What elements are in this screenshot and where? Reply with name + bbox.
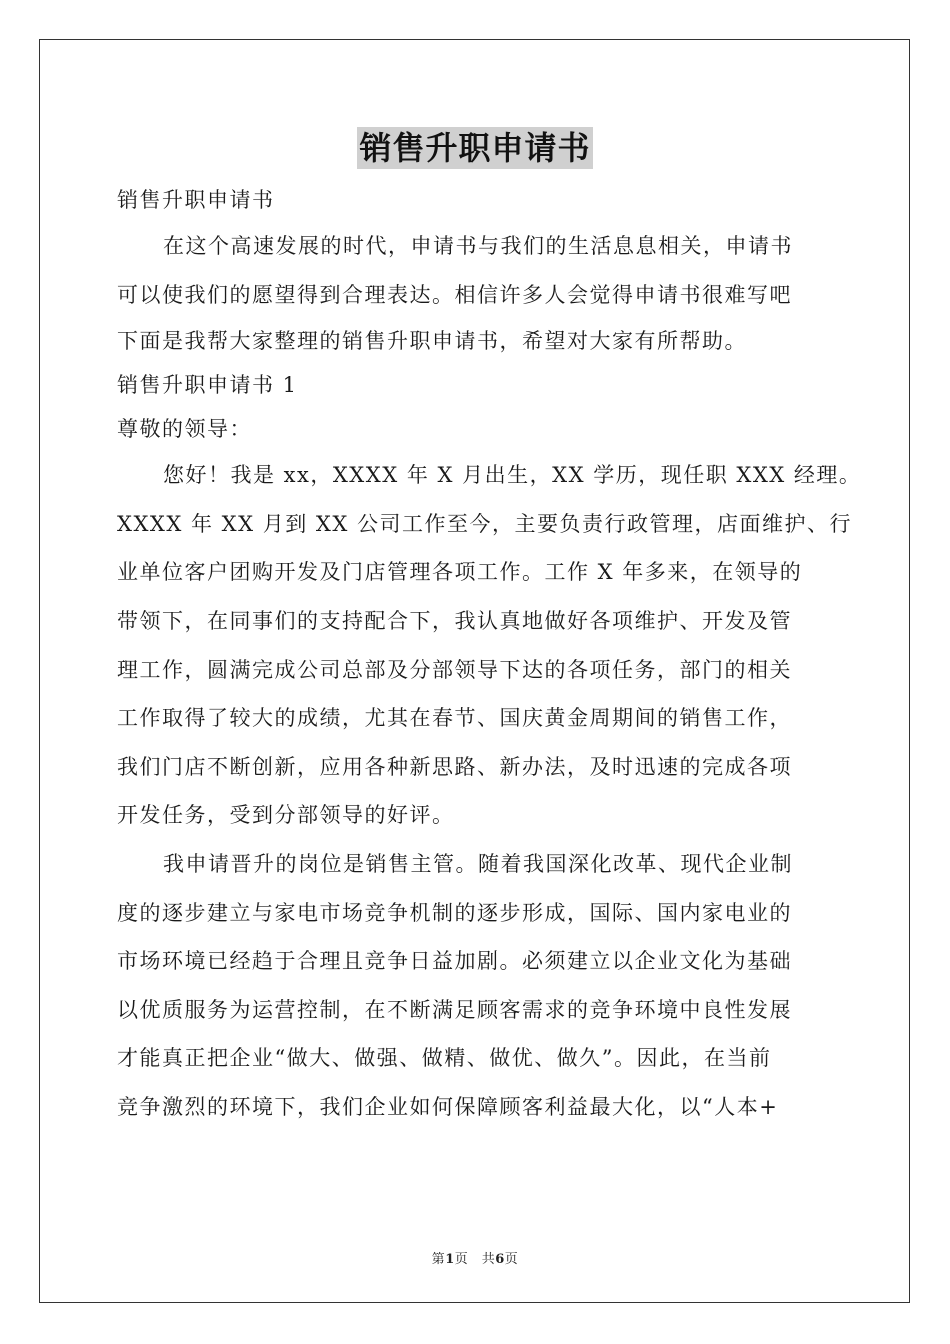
salutation: 尊敬的领导： [117,417,252,442]
document-title: 销售升职申请书 [359,129,591,167]
page-label-suffix: 页 [504,1252,519,1267]
paragraph-line: 可以使我们的愿望得到合理表达。相信许多人会觉得申请书很难写吧 [117,282,792,307]
total-page-number: 6 [495,1252,505,1267]
paragraph-line: 以优质服务为运营控制，在不断满足顾客需求的竞争环境中良性发展 [117,997,792,1022]
paragraph-line: 理工作，圆满完成公司总部及分部领导下达的各项任务，部门的相关 [117,657,792,682]
title-container [0,127,950,169]
page-label-mid: 页 共 [454,1252,496,1267]
subtitle-line: 销售升职申请书 [117,188,275,212]
paragraph-line: 下面是我帮大家整理的销售升职申请书，希望对大家有所帮助。 [117,329,747,354]
paragraph-line: XXXX 年 XX 月到 XX 公司工作至今，主要负责行政管理，店面维护、行 [117,511,852,536]
paragraph-line: 工作取得了较大的成绩，尤其在春节、国庆黄金周期间的销售工作， [117,706,792,731]
paragraph-line: 业单位客户团购开发及门店管理各项工作。工作 X 年多来，在领导的 [117,560,803,585]
paragraph-line: 度的逐步建立与家电市场竞争机制的逐步形成，国际、国内家电业的 [117,900,792,925]
paragraph-line: 市场环境已经趋于合理且竞争日益加剧。必须建立以企业文化为基础 [117,949,792,974]
paragraph-line: 我们门店不断创新，应用各种新思路、新办法，及时迅速的完成各项 [117,754,792,779]
page-label-prefix: 第 [431,1252,446,1267]
paragraph-line: 带领下，在同事们的支持配合下，我认真地做好各项维护、开发及管 [117,608,792,633]
paragraph-line: 在这个高速发展的时代，申请书与我们的生活息息相关，申请书 [163,234,793,258]
paragraph-line: 您好！我是 xx，XXXX 年 X 月出生，XX 学历，现任职 XXX 经理。 [163,463,862,488]
paragraph-line: 竞争激烈的环境下，我们企业如何保障顾客利益最大化，以“人本+ [117,1094,779,1119]
paragraph-line: 我申请晋升的岗位是销售主管。随着我国深化改革、现代企业制 [163,851,793,876]
page-footer [0,1248,950,1267]
paragraph-line: 开发任务，受到分部领导的好评。 [117,803,455,828]
current-page-number: 1 [445,1252,455,1267]
section-heading: 销售升职申请书 1 [117,373,298,398]
paragraph-line: 才能真正把企业“做大、做强、做精、做优、做久”。因此，在当前 [117,1046,772,1071]
document-body [117,178,862,1132]
